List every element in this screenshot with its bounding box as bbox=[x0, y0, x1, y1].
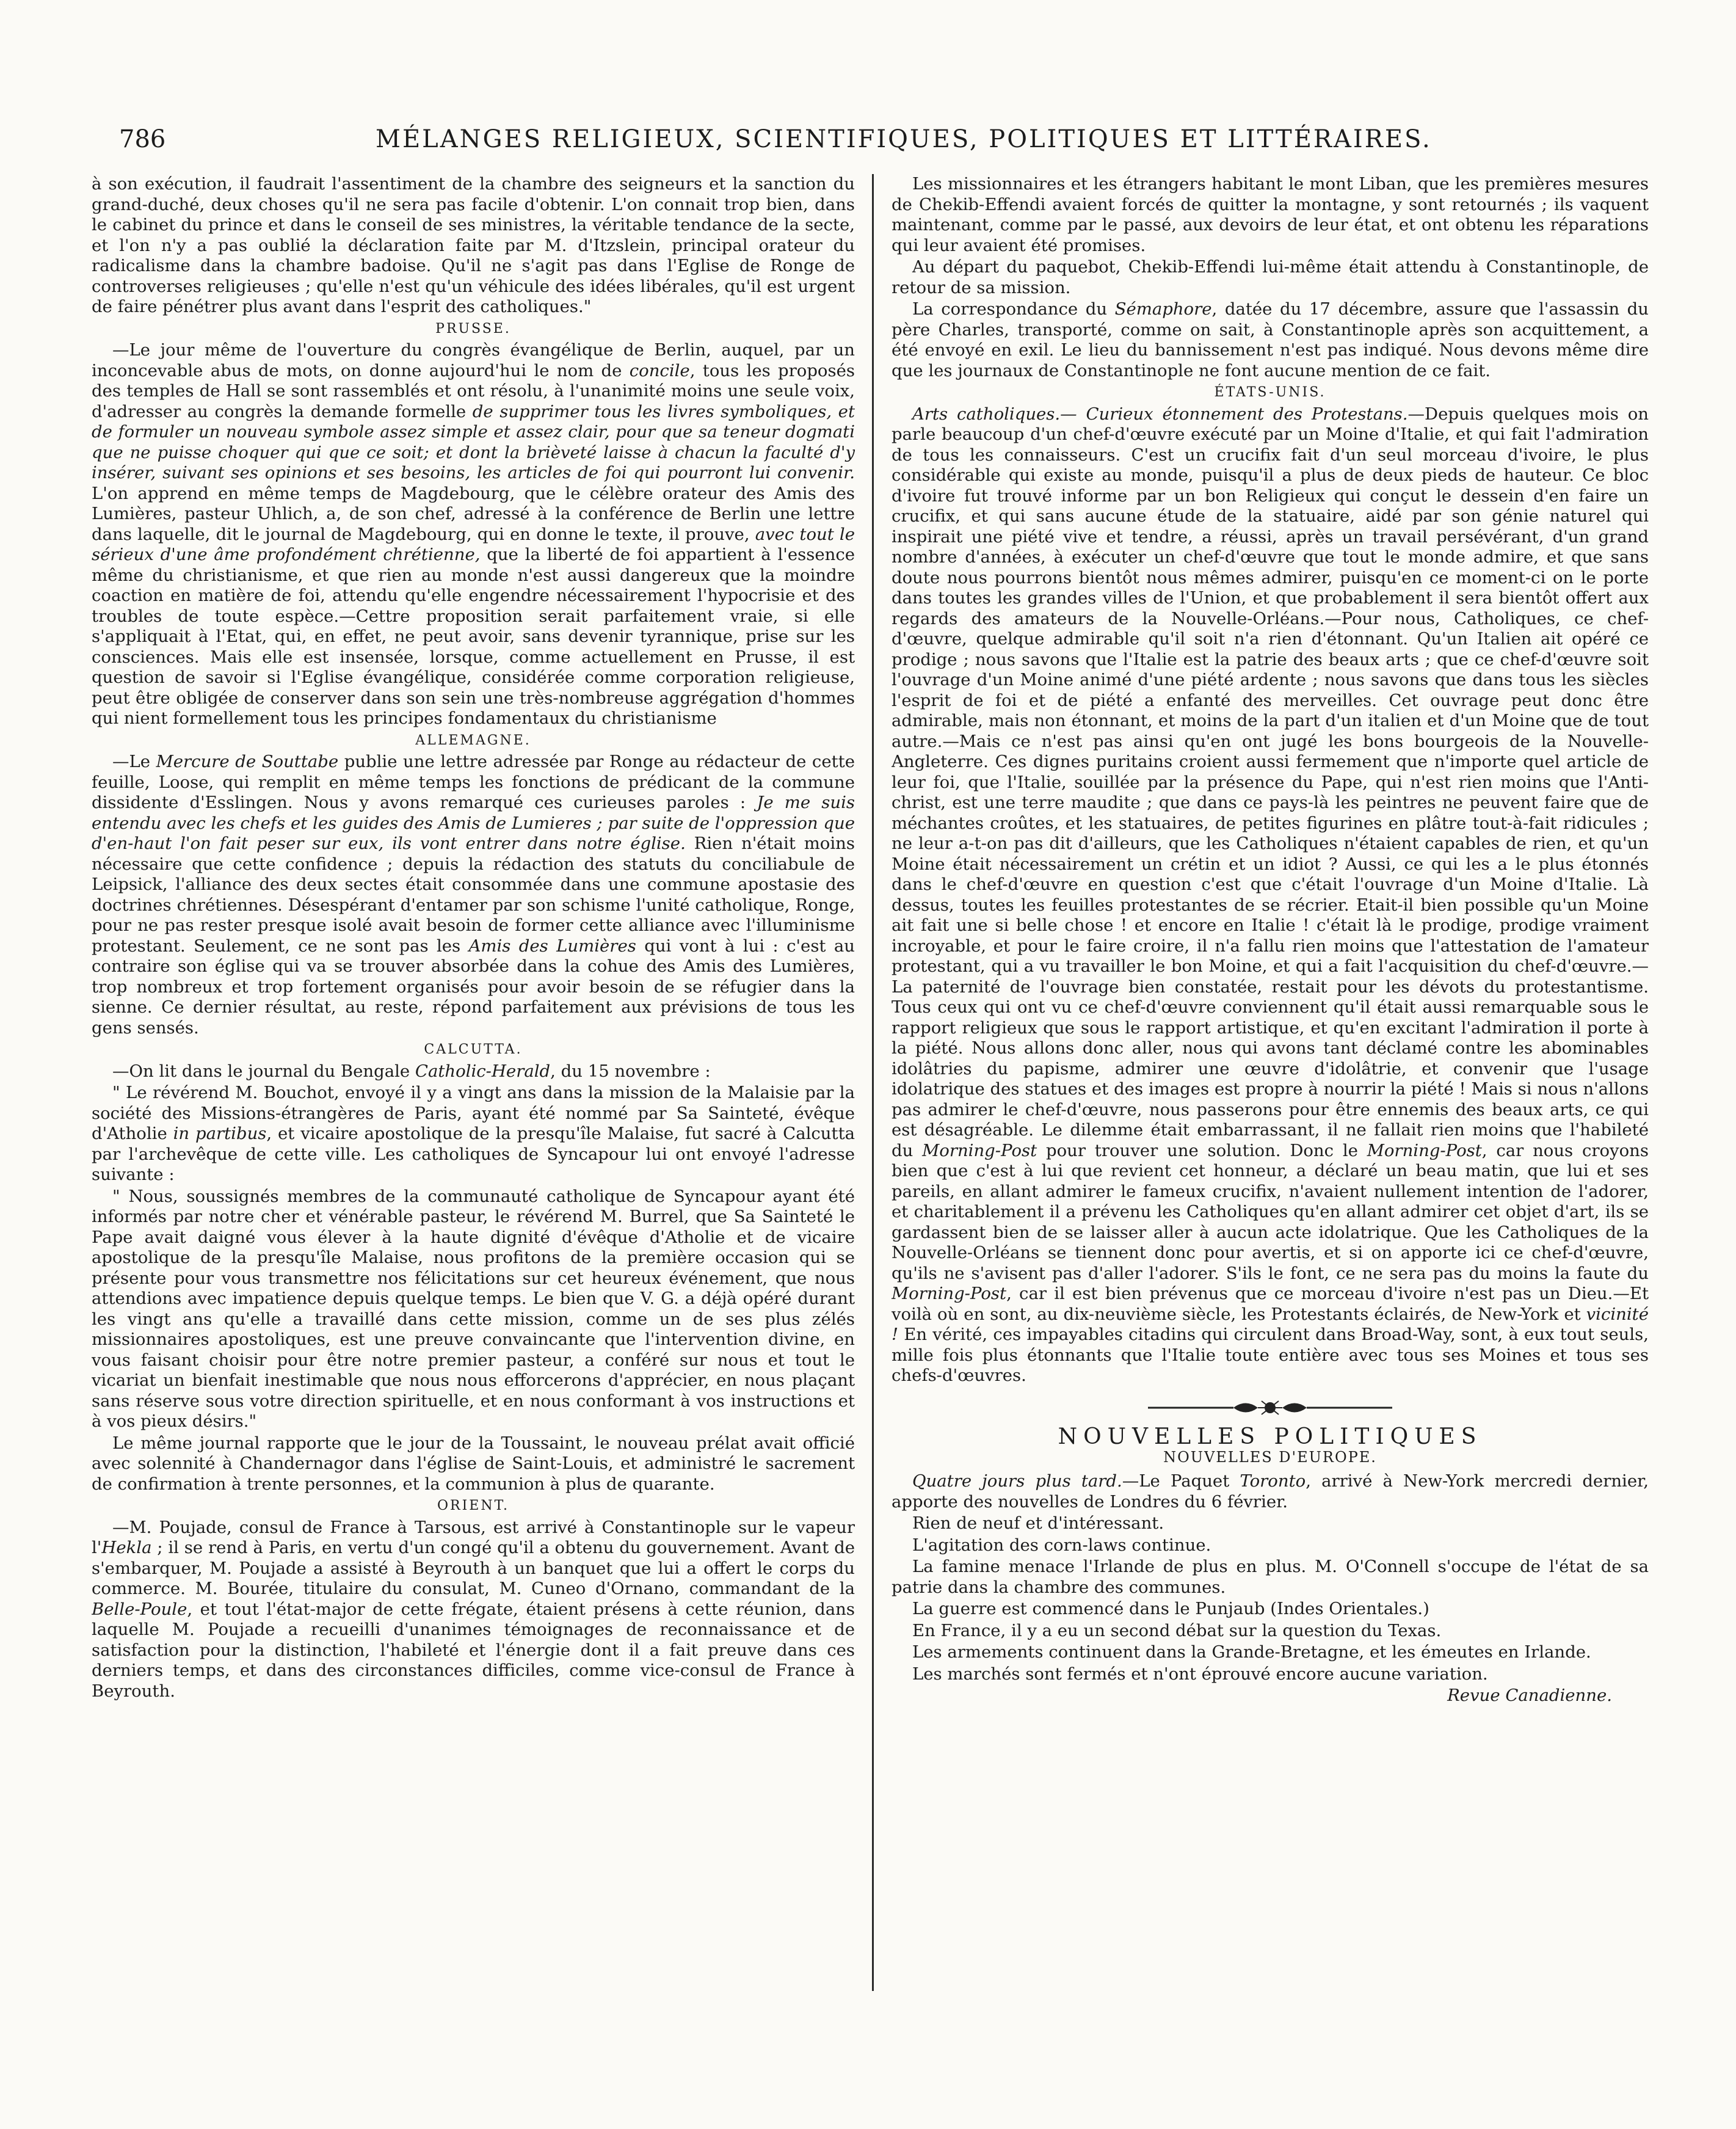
paragraph: " Le révérend M. Bouchot, envoyé il y a vingt ans dans la mission de la Malaisie par la société des Missions-étrangères de Paris, ayant été nommé par Sa Sainteté, évêque d'Atholie in partibus, et vicaire apostolique de la presqu'île Malaise, fut sacré à Calcutta par l'archevêque de cette ville. Les catholiques de Syncapour lui ont envoyé l'adresse suivante : bbox=[92, 1083, 855, 1184]
paragraph: Au départ du paquebot, Chekib-Effendi lui-même était attendu à Constantinople, de retour de sa mission. bbox=[892, 257, 1649, 297]
paragraph: Les missionnaires et les étrangers habitant le mont Liban, que les premières mesures de Chekib-Effendi avaient forcés de quitter la montagne, y sont retournés ; ils vaquent maintenant, comme par le passé, aux devoirs de leur état, et ont obtenu les réparations qui leur avaient été promises. bbox=[892, 174, 1649, 255]
page-header bbox=[119, 125, 1621, 162]
paragraph: à son exécution, il faudrait l'assentiment de la chambre des seigneurs et la sanction du grand-duché, deux choses qu'il ne sera pas facile d'obtenir. L'on connait trop bien, dans le cabinet du prince et dans le conseil de ses ministres, la véritable tendance de la secte, et l'on n'y a pas oublié la déclaration faite par M. d'Itzslein, principal orateur du radicalisme dans la chambre badoise. Qu'il ne s'agit pas dans l'Eglise de Ronge de controverses religieuses ; qu'elle n'est qu'un véhicule des idées libérales, qu'il est urgent de faire pénétrer plus avant dans l'esprit des catholiques." bbox=[92, 174, 855, 316]
section-heading-allemagne: ALLEMAGNE. bbox=[415, 732, 531, 748]
section-heading-orient: ORIENT. bbox=[437, 1498, 510, 1513]
paragraph: La guerre est commencé dans le Punjaub (Indes Orientales.) bbox=[912, 1599, 1429, 1618]
paragraph: —M. Poujade, consul de France à Tarsous, est arrivé à Constantinople sur le vapeur l'Hekla ; il se rend à Paris, en vertu d'un congé qu'il a obtenu du gouvernement. Avant de s'embarquer, M. Poujade a assisté à Beyrouth à un banquet que lui a offert le corps du commerce. M. Bourée, titulaire du consulat, M. Cuneo d'Ornano, commandant de la Belle-Poule, et tout l'état-major de cette frégate, étaient présens à cette réunion, dans laquelle M. Poujade a recueilli d'unanimes témoignages de reconnaissance et de satisfaction pour la distinction, l'habileté et l'énergie dont il a fait preuve dans ces derniers temps, et dans des circonstances difficiles, comme vice-consul de France à Beyrouth. bbox=[92, 1517, 855, 1701]
left-column bbox=[92, 174, 855, 2012]
paragraph: Le même journal rapporte que le jour de la Toussaint, le nouveau prélat avait officié avec solennité à Chandernagor dans l'église de Saint-Louis, et administré le sacrement de confirmation à trente personnes, et la communion à plus de quarante. bbox=[92, 1433, 855, 1494]
paragraph: Les armements continuent dans la Grande-Bretagne, et les émeutes en Irlande. bbox=[912, 1642, 1591, 1662]
section-heading-calcutta: CALCUTTA. bbox=[424, 1042, 523, 1057]
paragraph: Les marchés sont fermés et n'ont éprouvé encore aucune variation. bbox=[912, 1664, 1488, 1684]
right-column bbox=[892, 174, 1649, 2012]
paragraph: Quatre jours plus tard.—Le Paquet Toronto, arrivé à New-York mercredi dernier, apporte des nouvelles de Londres du 6 février. bbox=[892, 1471, 1649, 1512]
paragraph: —On lit dans le journal du Bengale Catholic-Herald, du 15 novembre : bbox=[112, 1061, 711, 1081]
ornament-divider-icon bbox=[892, 1397, 1649, 1424]
paragraph: Arts catholiques.— Curieux étonnement des Protestans.—Depuis quelques mois on parle beaucoup d'un chef-d'œuvre exécuté par un Moine d'Italie, et qui fait l'admiration de tous les connaisseurs. C'est un crucifix fait d'un seul morceau d'ivoire, le plus considérable qui existe au monde, puisqu'il a plus de deux pieds de hauteur. Ce bloc d'ivoire fut trouvé informe par un bon Religieux qui conçut le dessein d'en faire un crucifix, et qui sans aucune étude de la statuaire, aidé par son génie naturel qui inspirait une piété vive et tendre, a réussi, après un travail persévérant, d'un grand nombre d'années, à exécuter un chef-d'œuvre que tout le monde admire, et que sans doute nous pourrons bientôt nous mêmes admirer, puisqu'en ce moment-ci on le porte dans toutes les grandes villes de l'Union, et que probablement il sera bientôt offert aux regards des amateurs de la Nouvelle-Orléans.—Pour nous, Catholiques, ce chef-d'œuvre, quelque admirable qu'il soit n'a rien d'étonnant. Qu'un Italien ait opéré ce prodige ; nous savons que l'Italie est la patrie des beaux arts ; que ce chef-d'œuvre soit l'ouvrage d'un Moine animé d'une piété ardente ; nous savons que dans tous les siècles l'esprit de foi et de piété a enfanté des merveilles. Cet ouvrage peut donc être admirable, mais non étonnant, et moins de la part d'un italien et d'un Moine que de tout autre.—Mais ce n'est pas ainsi qu'en ont jugé les bons bourgeois de la Nouvelle-Angleterre. Ces dignes puritains croient aussi fermement que n'importe quel article de leur foi, que l'Italie, souillée par la présence du Pape, qui n'est rien moins que l'Anti-christ, est une terre maudite ; que dans ce pays-là les peintres ne peuvent faire que de méchantes croûtes, et les statuaires, de petites figurines en plâtre tout-à-fait ridicules ; ne leur a-t-on pas dit d'ailleurs, que les Catholiques n'étaient capables de rien, et qu'un Moine était nécessairement un crétin et un idiot ? Aussi, ce qui les a le plus étonnés dans le chef-d'œuvre en question c'est que c'était l'ouvrage d'un Moine d'Italie. Là dessus, toutes les feuilles protestantes de se récrier. Etait-il bien possible qu'un Moine ait fait une si belle chose ! et encore en Italie ! c'était là le prodige, prodige vraiment incroyable, et pour le faire croire, il n'a fallu rien moins que l'attestation de l'amateur protestant, qui a vu travailler le bon Moine, et qui a fait l'acquisition du chef-d'œuvre.—La paternité de l'ouvrage bien constatée, restait pour les dévots du protestantisme. Tous ceux qui ont vu ce chef-d'œuvre conviennent qu'il était aussi remarquable sous le rapport religieux que sous le rapport artistique, et qu'en excitant l'admiration il porte à la piété. Nous allons donc aller, nous qui avons tant déclamé contre les abominables idolâtries du papisme, admirer une œuvre d'idolâtrie, et convenir que l'usage idolatrique des statues et des images est propre à nourrir la piété ! Mais si nous n'allons pas admirer le chef-d'œuvre, nous passerons pour être ennemis des beaux arts, ce qui est désagréable. Le dilemme était embarrassant, il ne fallait rien moins que l'habileté du Morning-Post pour trouver une solution. Donc le Morning-Post, car nous croyons bien que c'est à lui que revient cet honneur, a déclaré un beau matin, que lui et ses pareils, en allant admirer le fameux crucifix, n'avaient nullement intention de l'adorer, et charitablement il a prévenu les Catholiques qu'en allant admirer cet objet d'art, ils se gardassent bien de se laisser aller à aucun acte idolatrique. Que les Catholiques de la Nouvelle-Orléans se tiennent donc pour avertis, et si on apporte ici ce chef-d'œuvre, qu'ils ne s'avisent pas d'aller l'adorer. S'ils le font, ce ne sera pas du moins la faute du Morning-Post, car il est bien prévenus que ce morceau d'ivoire n'est pas un Dieu.—Et voilà où en sont, au dix-neuvième siècle, les Protestants éclairés, de New-York et vicinité ! En vérité, ces impayables citadins qui circulent dans Broad-Way, sont, à eux tout seuls, mille fois plus étonnants que l'Italie toute entière avec tous ses Moines et tous ses chefs-d'œuvres. bbox=[892, 404, 1649, 1385]
column-divider bbox=[872, 174, 874, 1991]
paragraph: Rien de neuf et d'intéressant. bbox=[912, 1513, 1164, 1533]
section-title-nouvelles-politiques: NOUVELLES POLITIQUES bbox=[1058, 1424, 1483, 1449]
paragraph: L'agitation des corn-laws continue. bbox=[912, 1535, 1211, 1555]
section-heading-etats-unis: ÉTATS-UNIS. bbox=[1214, 385, 1326, 400]
paragraph: " Nous, soussignés membres de la communauté catholique de Syncapour ayant été informés par notre cher et vénérable pasteur, le révérend M. Burrel, que Sa Sainteté le Pape avait daigné vous élever à la haute dignité d'évêque d'Atholie et de vicaire apostolique de la presqu'île Malaise, nous profitons de la première occasion qui se présente pour vous transmettre nos félicitations sur cet heureux événement, que nous attendions avec impatience depuis quelque temps. Le bien que V. G. a déjà opéré durant les vingt ans qu'elle a travaillé dans cette mission, comme un de ses plus zélés missionnaires apostoliques, est une preuve convaincante que l'intervention divine, en vous faisant choisir pour être notre premier pasteur, a conféré sur nous et tout le vicariat un bienfait inestimable que nous nous efforcerons d'apprécier, en nous plaçant sans réserve sous votre direction spirituelle, et en nous conformant à vos instructions et à vos pieux désirs." bbox=[92, 1186, 855, 1431]
running-title: MÉLANGES RELIGIEUX, SCIENTIFIQUES, POLITIQUES ET LITTÉRAIRES. bbox=[376, 125, 1432, 153]
section-subtitle-nouvelles-europe: NOUVELLES D'EUROPE. bbox=[1163, 1448, 1377, 1466]
page-number: 786 bbox=[119, 125, 166, 153]
paragraph: —Le jour même de l'ouverture du congrès évangélique de Berlin, auquel, par un inconcevable abus de mots, on donne aujourd'hui le nom de concile, tous les proposés des temples de Hall se sont rassemblés et ont résolu, à l'unanimité moins une seule voix, d'adresser au congrès la demande formelle de supprimer tous les livres symboliques, et de formuler un nouveau symbole assez simple et assez clair, pour que sa teneur dogmati que ne puisse choquer qui que ce soit; et dont la brièveté laisse à chacun la faculté d'y insérer, suivant ses opinions et ses besoins, les articles de foi qui pourront lui convenir. L'on apprend en même temps de Magdebourg, que le célèbre orateur des Amis des Lumières, pasteur Uhlich, a, de son chef, adressé à la conférence de Berlin une lettre dans laquelle, dit le journal de Magdebourg, qui en donne le texte, il prouve, avec tout le sérieux d'une âme profondément chrétienne, que la liberté de foi appartient à l'essence même du christianisme, et que rien au monde n'est aussi dangereux que la moindre coaction en matière de foi, attendu qu'elle engendre nécessairement l'hypocrisie et des troubles de toute espèce.—Cettre proposition serait parfaitement vraie, si elle s'appliquait à l'Etat, qui, en effet, ne peut avoir, sans devenir tyrannique, prise sur les consciences. Mais elle est insensée, lorsque, comme actuellement en Prusse, il est question de savoir si l'Eglise évangélique, considérée comme corporation religieuse, peut être obligée de conserver dans son sein une très-nombreuse aggrégation d'hommes qui nient formellement tous les principes fondamentaux du christianisme bbox=[92, 340, 855, 728]
signature: Revue Canadienne. bbox=[1447, 1686, 1612, 1705]
section-heading-prusse: PRUSSE. bbox=[435, 321, 511, 337]
paragraph: La correspondance du Sémaphore, datée du 17 décembre, assure que l'assassin du père Charles, transporté, comme on sait, à Constantinople après son acquittement, a été envoyé en exil. Le lieu du bannissement n'est pas indiqué. Nous devons même dire que les journaux de Constantinople ne font aucune mention de ce fait. bbox=[892, 299, 1649, 380]
paragraph: La famine menace l'Irlande de plus en plus. M. O'Connell s'occupe de l'état de sa patrie dans la chambre des communes. bbox=[892, 1557, 1649, 1597]
paragraph: En France, il y a eu un second débat sur la question du Texas. bbox=[912, 1620, 1442, 1640]
paragraph: —Le Mercure de Souttabe publie une lettre adressée par Ronge au rédacteur de cette feuille, Loose, qui remplit en même temps les fonctions de prédicant de la commune dissidente d'Esslingen. Nous y avons remarqué ces curieuses paroles : Je me suis entendu avec les chefs et les guides des Amis de Lumieres ; par suite de l'oppression que d'en-haut l'on fait peser sur eux, ils vont entrer dans notre église. Rien n'était moins nécessaire que cette confidence ; depuis la rédaction des statuts du conciliabule de Leipsick, l'alliance des deux sectes était consommée dans une commune apostasie des doctrines chrétiennes. Désespérant d'entamer par son schisme l'unité catholique, Ronge, pour ne pas rester presque isolé avait besoin de former cette alliance avec l'illuminisme protestant. Seulement, ce ne sont pas les Amis des Lumières qui vont à lui : c'est au contraire son église qui va se trouver absorbée dans la cohue des Amis des Lumières, trop nombreux et trop fortement organisés pour avoir besoin de se réfugier dans la sienne. Ce dernier résultat, au reste, répond parfaitement aux prévisions de tous les gens sensés. bbox=[92, 752, 855, 1038]
